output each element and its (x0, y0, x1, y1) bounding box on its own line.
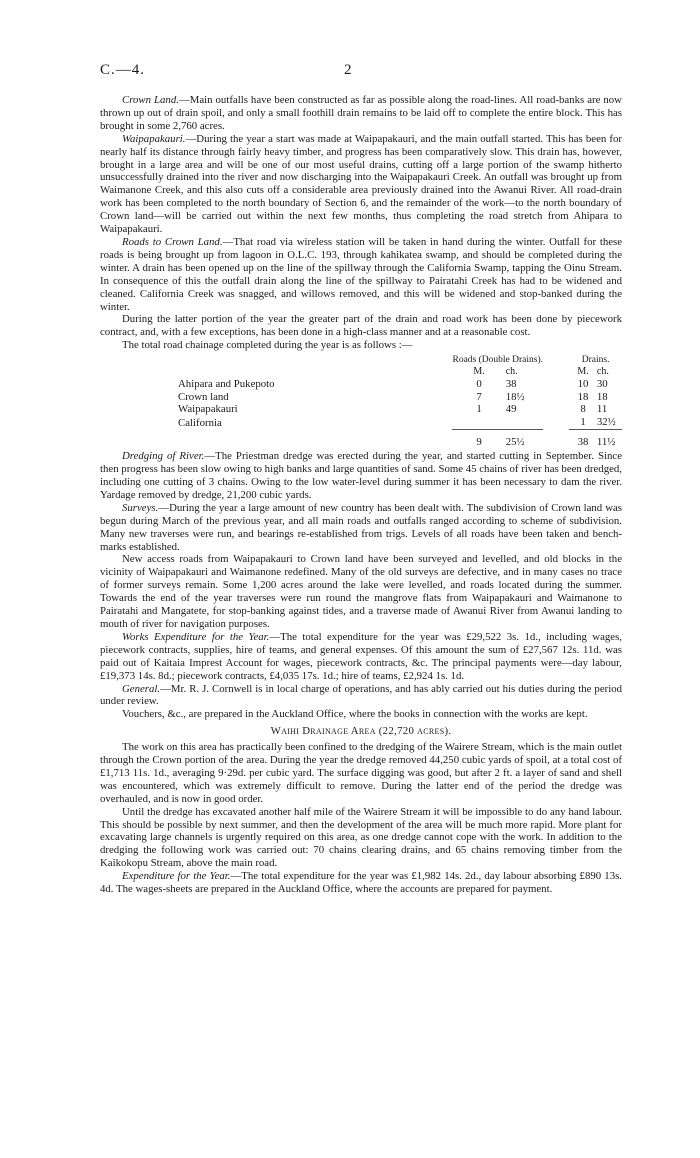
unit-miles: M. (577, 365, 589, 377)
drains-chains: 30 (596, 378, 608, 391)
roads-chains: 38 (505, 378, 517, 391)
paragraph-text: The work on this area has practically been confined to the dredging of the Wairere Stream, which is the main outlet through the Crown portion of the area. During the year the dredge removed 44,250 cubic yards of spoil, at a total cost of £1,713 11s. 1d., averaging 9·29d. per cubic yard. The surface digging was good, but after 2 ft. a layer of sand and shell was encountered, which was extremely difficult to remove. During the latter end of the period the dredge was overhauled, and is now in good order. (100, 741, 622, 805)
paragraph-heading: Crown Land. (122, 94, 179, 106)
paragraph-group-waihi (100, 741, 622, 896)
total-drains-miles: 38 (577, 435, 589, 448)
page-body (100, 94, 622, 896)
drains-miles: 1 (580, 416, 586, 428)
chainage-table-units (178, 366, 622, 379)
paragraph (100, 502, 622, 554)
drains-chains: 18 (596, 390, 608, 403)
roads-miles: 1 (476, 403, 482, 416)
paragraph (100, 870, 622, 896)
chainage-row (178, 391, 622, 404)
chainage-total-row (178, 436, 622, 449)
paragraph-text: —The total expenditure for the year was £1,982 14s. 2d., day labour absorbing £890 13s. 4d. The wages-sheets are prepared in the Auckland Office, where the accounts are prepared for payment. (100, 870, 622, 896)
roads-miles: 0 (476, 378, 482, 391)
paragraph (100, 683, 622, 709)
drains-miles: 10 (577, 378, 589, 391)
paragraph-heading: Works Expenditure for the Year. (122, 630, 270, 643)
paragraph (100, 708, 622, 721)
paragraph (100, 450, 622, 502)
roads-chains: 18½ (505, 390, 525, 403)
paragraph-group-works (100, 450, 622, 721)
document-reference: C.—4. (100, 62, 146, 78)
row-name: California (178, 416, 222, 429)
paragraph-text: —Mr. R. J. Cornwell is in local charge of operations, and has ably carried out his duties during the period under review. (100, 682, 622, 708)
roads-chains (506, 416, 543, 429)
drains-chains: 32½ (596, 416, 616, 428)
chainage-table-header (178, 355, 622, 366)
page-number: 2 (344, 62, 352, 78)
unit-chains: ch. (596, 365, 609, 377)
paragraph-group-drainage (100, 94, 622, 339)
paragraph (100, 741, 622, 806)
paragraph-text: Vouchers, &c., are prepared in the Auckland Office, where the books in connection with the works are kept. (122, 708, 588, 721)
paragraph-text: Until the dredge has excavated another half mile of the Wairere Stream it will be impossible to do any hand labour. This should be possible by next summer, and then the development of the area will be much more rapid. More plant for excavating large channels is urgently required on this area, as one dredge cannot cope with the work. In addition to the dredging the following work was carried out: 70 chains clearing drains, and 65 chains removing timber from the Kaikokopu Stream, above the main road. (100, 805, 622, 870)
paragraph-heading: General. (122, 682, 161, 695)
paragraph-text: During the latter portion of the year the greater part of the drain and road work has been done by piecework contract, and, with a few exceptions, has been done in a high-class manner and at a reasonable cost. (100, 313, 622, 339)
paragraph-heading: Waipapakauri. (122, 132, 186, 145)
total-drains-chains: 11½ (596, 435, 616, 448)
total-roads-chains: 25½ (505, 435, 525, 448)
table-intro: The total road chainage completed during the year is as follows :— (122, 339, 413, 352)
row-name: Waipapakauri (178, 403, 238, 416)
chainage-row (178, 378, 622, 391)
unit-miles: M. (473, 365, 485, 377)
drains-miles: 18 (577, 390, 589, 403)
paragraph-heading: Expenditure for the Year. (122, 870, 231, 883)
row-name: Ahipara and Pukepoto (178, 378, 275, 391)
chainage-row (178, 403, 622, 416)
paragraph-text: —That road via wireless station will be taken in hand during the winter. Outfall for these roads is being brought up from lagoon in O.L.C. 193, through kahikatea swamp, and should be completed during the winter. A drain has been opened up on the line of the spillway through the California Swamp, tapping the Oinu Stream. In consequence of this the outfall drain along the line of the spillway to Pairatahi Creek has had to be widened and cleaned. California Creek was snagged, and willows removed, and this will be widened and stop-banked during the winter. (100, 235, 622, 313)
paragraph (100, 313, 622, 339)
paragraph-heading: Roads to Crown Land. (122, 235, 223, 248)
drains-chains: 11 (596, 403, 608, 416)
total-roads-miles: 9 (476, 435, 482, 448)
roads-miles: 7 (476, 390, 482, 403)
paragraph-text: New access roads from Waipapakauri to Crown land have been surveyed and levelled, and old blocks in the vicinity of Waipapakauri and Waimanone redefined. Many of the old surveys are defective, and in many cases no trace of former surveys remain. Some 1,200 acres around the lake were levelled, and roads located during the summer. Towards the end of the year traverses were run round the mangrove flats from Waipapakauri and Waimanone to Pairatahi and Mangatete, for stop-banking against tides, and a traverse made of Awanui River from Awanui landing to mouth of river for navigation purposes. (100, 553, 622, 630)
paragraph-text: —During the year a large amount of new country has been dealt with. The subdivision of Crown land was begun during March of the previous year, and all main roads and outfalls ranged according to scheme of subdivision. Many new traverses were run, and bearings re-established from trigs. Levels of all roads have been taken and bench-marks established. (100, 501, 622, 553)
paragraph (100, 553, 622, 630)
paragraph-heading: Dredging of River. (122, 450, 205, 463)
roads-chains: 49 (505, 403, 517, 416)
paragraph (100, 94, 622, 133)
paragraph (100, 631, 622, 683)
section-title-waihi: Waihi Drainage Area (22,720 acres). (270, 725, 452, 738)
paragraph-text: —Main outfalls have been constructed as far as possible along the road-lines. All road-banks are now thrown up out of drain spoil, and only a small foothill drain remains to be laid off to complete the entire block. This has brought in some 2,760 acres. (100, 94, 622, 132)
paragraph (100, 236, 622, 313)
paragraph-text: —The Priestman dredge was erected during the year, and started cutting in September. Since then progress has been slow owing to high banks and large quantities of sand. Some 45 chains of river has been dredged, including one cutting of 3 chains. Owing to the low water-level during summer it has been necessary to dam the river. Yardage removed by dredge, 21,200 cubic yards. (100, 450, 622, 501)
chainage-table (178, 355, 622, 448)
unit-chains: ch. (505, 365, 518, 377)
col-roads-header: Roads (Double Drains). (452, 355, 543, 366)
roads-miles (452, 416, 505, 429)
page-header (100, 62, 660, 84)
paragraph (100, 806, 622, 871)
paragraph-text: —The total expenditure for the year was £29,522 3s. 1d., including wages, piecework contracts, supplies, hire of teams, and general expenses. Of this amount the sum of £27,567 12s. 11d. was paid out of Kaitaia Imprest Account for wages, piecework contracts, &c. The principal payments were—day labour, £19,373 14s. 8d.; piecework contracts, £4,035 17s. 1d.; hire of teams, £2,924 1s. 1d. (100, 630, 622, 682)
drains-miles: 8 (580, 403, 586, 416)
paragraph-heading: Surveys. (122, 501, 159, 514)
paragraph-text: —During the year a start was made at Waipapakauri, and the main outfall started. This has been for nearly half its distance through fairly heavy timber, and progress has been comparatively slow. This drain has, however, brought in a large area and will be one of our most useful drains, cutting off a large portion of the swamp hitherto unsuccessfully drained into the river and now discharging into the Waipapakauri Creek. An outfall was brought up from Waimanone Creek, and this also cuts off a considerable area previously drained into the Awanui River. All road-drain work has been completed to the north boundary of Section 6, and the remainder of the work—to the north boundary of Crown land—will be carried out within the next few months, thus completing the road stretch from Ahipara to Waipapakauri. (100, 132, 622, 236)
paragraph (100, 133, 622, 236)
row-name: Crown land (178, 390, 229, 403)
chainage-row (178, 416, 622, 429)
col-drains-header: Drains. (581, 355, 610, 366)
